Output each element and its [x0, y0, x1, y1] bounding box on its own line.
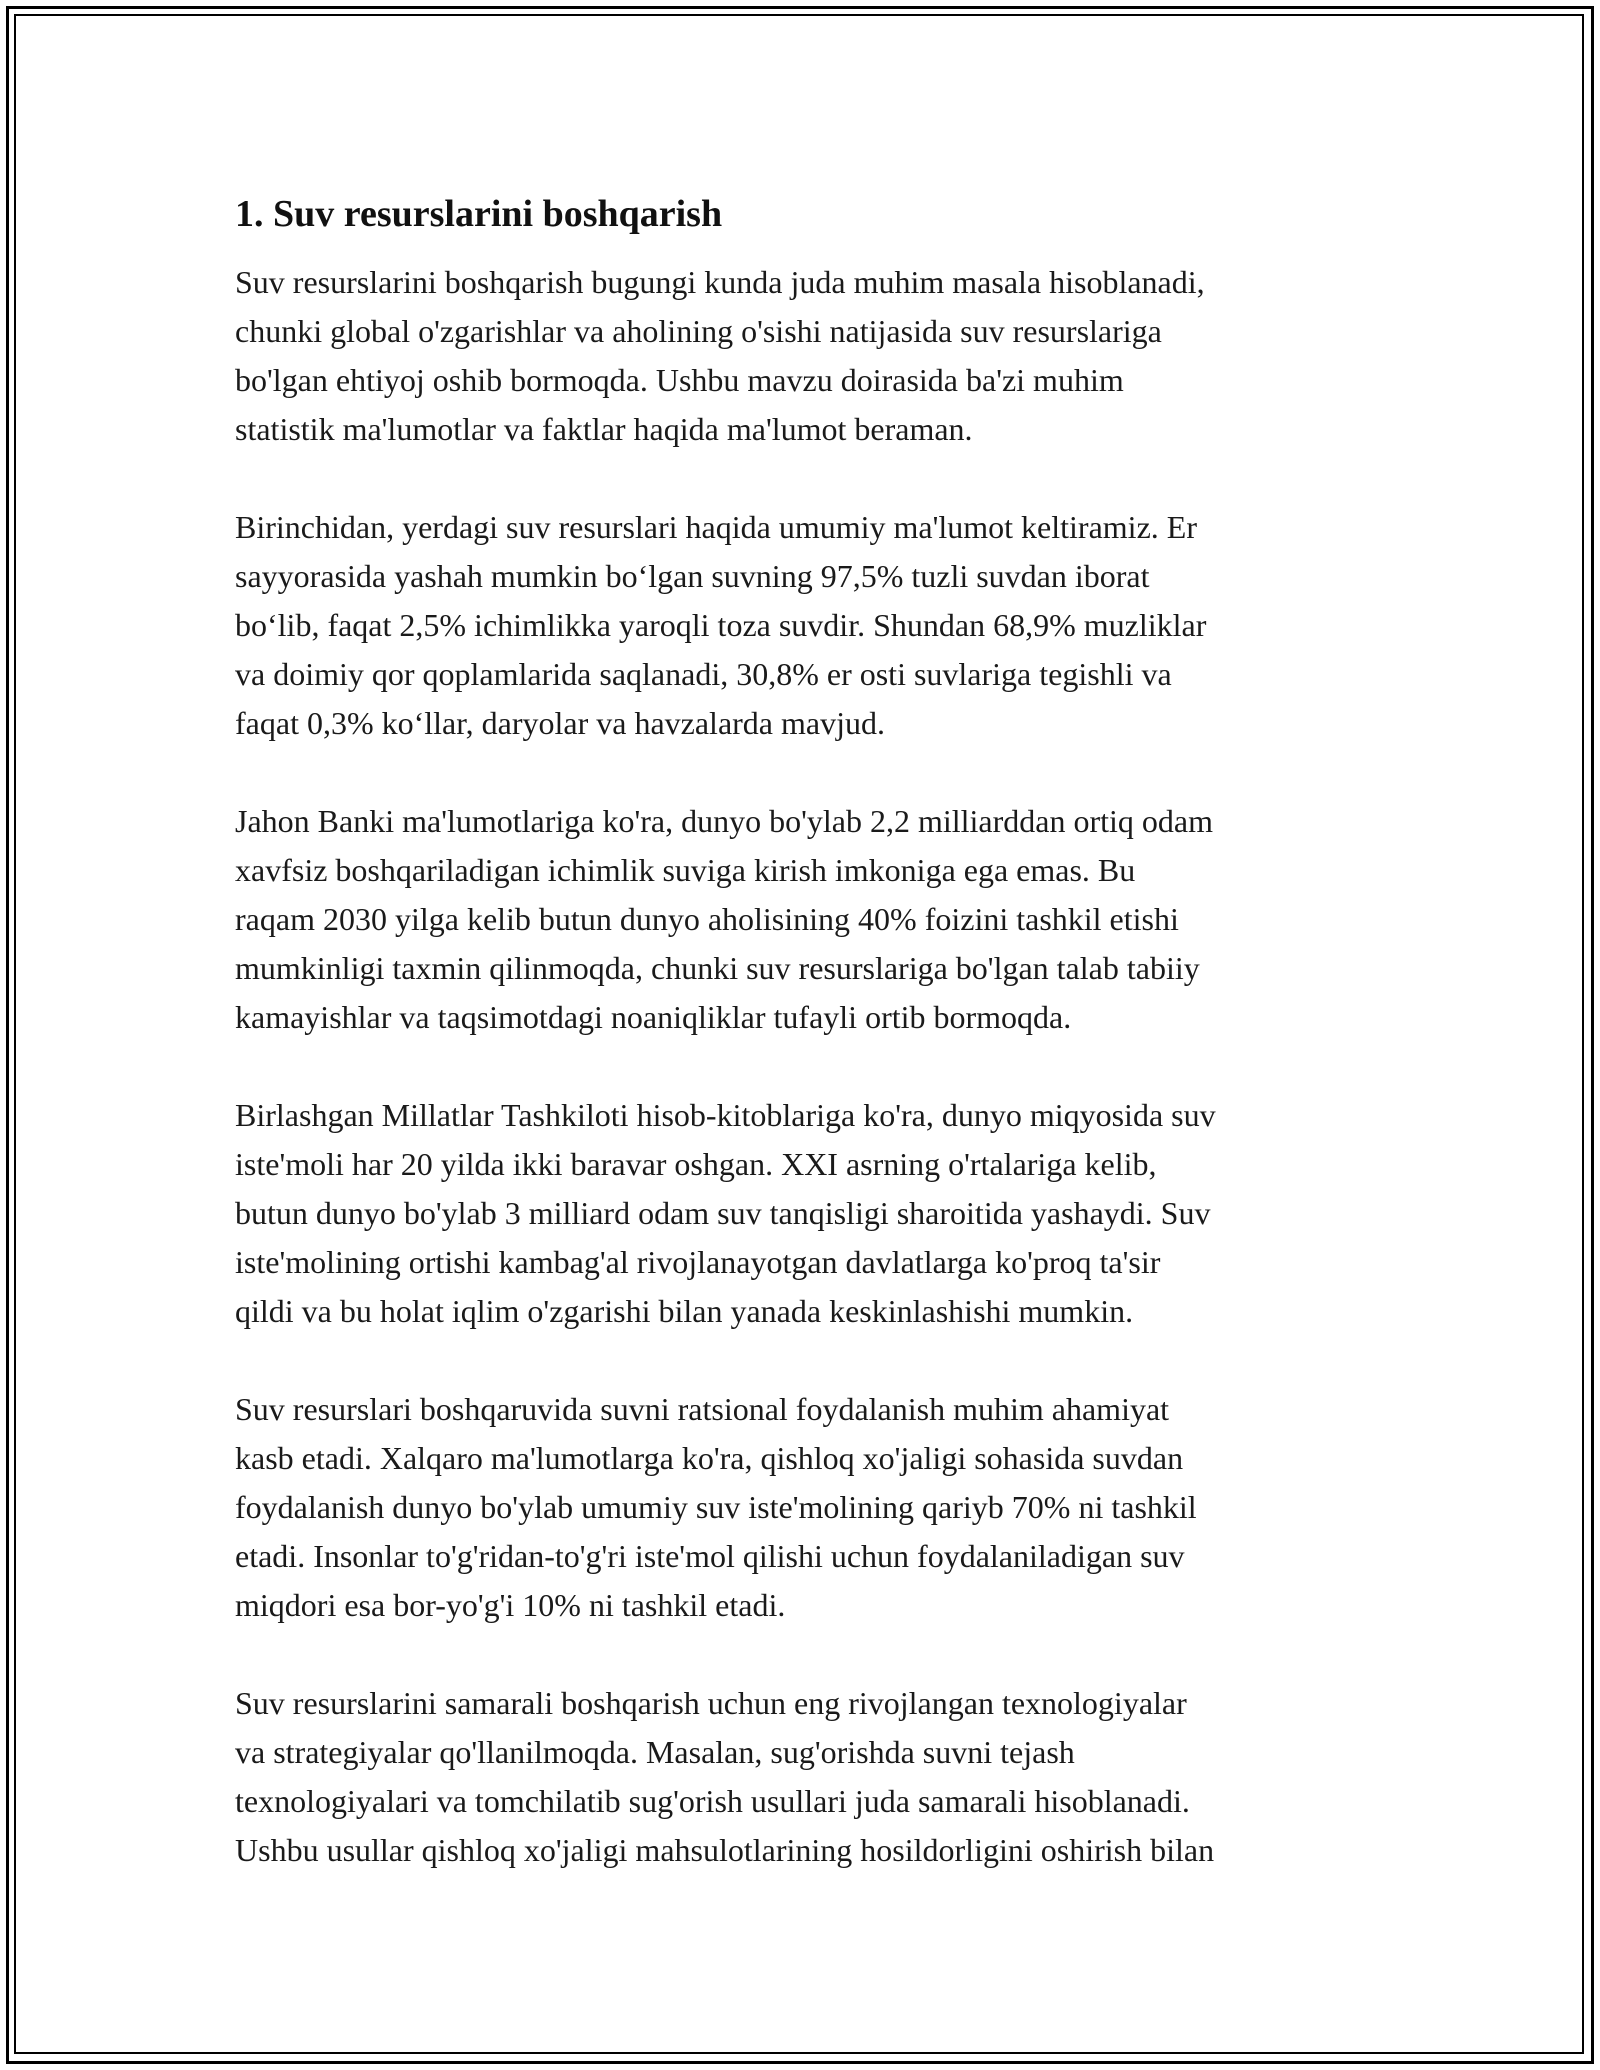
paragraph-rational-use: Suv resurslari boshqaruvida suvni ratsional foydalanish muhim ahamiyat kasb etadi. Xalqaro ma'lumotlarga ko'ra, qishloq xo'jaligi sohasida suvdan foydalanish dunyo bo'ylab umumiy suv iste'molining qariyb 70% ni tashkil etadi. Insonlar to'g'ridan-to'g'ri iste'mol qilishi uchun foydalaniladigan suv miqdori esa bor-yo'g'i 10% ni tashkil etadi.	[235, 1391, 1197, 1623]
paragraph-world-bank: Jahon Banki ma'lumotlariga ko'ra, dunyo bo'ylab 2,2 milliarddan ortiq odam xavfsiz boshqariladigan ichimlik suviga kirish imkoniga ega emas. Bu raqam 2030 yilga kelib butun dunyo aholisining 40% foizini tashkil etishi mumkinligi taxmin qilinmoqda, chunki suv resurslariga bo'lgan talab tabiiy kamayishlar va taqsimotdagi noaniqliklar tufayli ortib bormoqda.	[235, 803, 1213, 1035]
paragraph-water-resources: Birinchidan, yerdagi suv resurslari haqida umumiy ma'lumot keltiramiz. Er sayyorasida yashah mumkin bo‘lgan suvning 97,5% tuzli suvdan iborat bo‘lib, faqat 2,5% ichimlikka yaroqli toza suvdir. Shundan 68,9% muzliklar va doimiy qor qoplamlarida saqlanadi, 30,8% er osti suvlariga tegishli va faqat 0,3% ko‘llar, daryolar va havzalarda mavjud.	[235, 509, 1207, 741]
section-heading: 1. Suv resurslarini boshqarish	[235, 193, 723, 235]
paragraph-united-nations: Birlashgan Millatlar Tashkiloti hisob-kitoblariga ko'ra, dunyo miqyosida suv iste'moli har 20 yilda ikki baravar oshgan. XXI asrning o'rtalariga kelib, butun dunyo bo'ylab 3 milliard odam suv tanqisligi sharoitida yashaydi. Suv iste'molining ortishi kambag'al rivojlanayotgan davlatlarga ko'proq ta'sir qildi va bu holat iqlim o'zgarishi bilan yanada keskinlashishi mumkin.	[235, 1097, 1216, 1329]
paragraph-intro: Suv resurslarini boshqarish bugungi kunda juda muhim masala hisoblanadi, chunki global o'zgarishlar va aholining o'sishi natijasida suv resurslariga bo'lgan ehtiyoj oshib bormoqda. Ushbu mavzu doirasida ba'zi muhim statistik ma'lumotlar va faktlar haqida ma'lumot beraman.	[235, 264, 1205, 447]
paragraph-technologies: Suv resurslarini samarali boshqarish uchun eng rivojlangan texnologiyalar va strategiyalar qo'llanilmoqda. Masalan, sug'orishda suvni tejash texnologiyalari va tomchilatib sug'orish usullari juda samarali hisoblanadi. Ushbu usullar qishloq xo'jaligi mahsulotlarining hosildorligini oshirish bilan	[235, 1685, 1215, 1868]
document-body	[235, 186, 1395, 1875]
